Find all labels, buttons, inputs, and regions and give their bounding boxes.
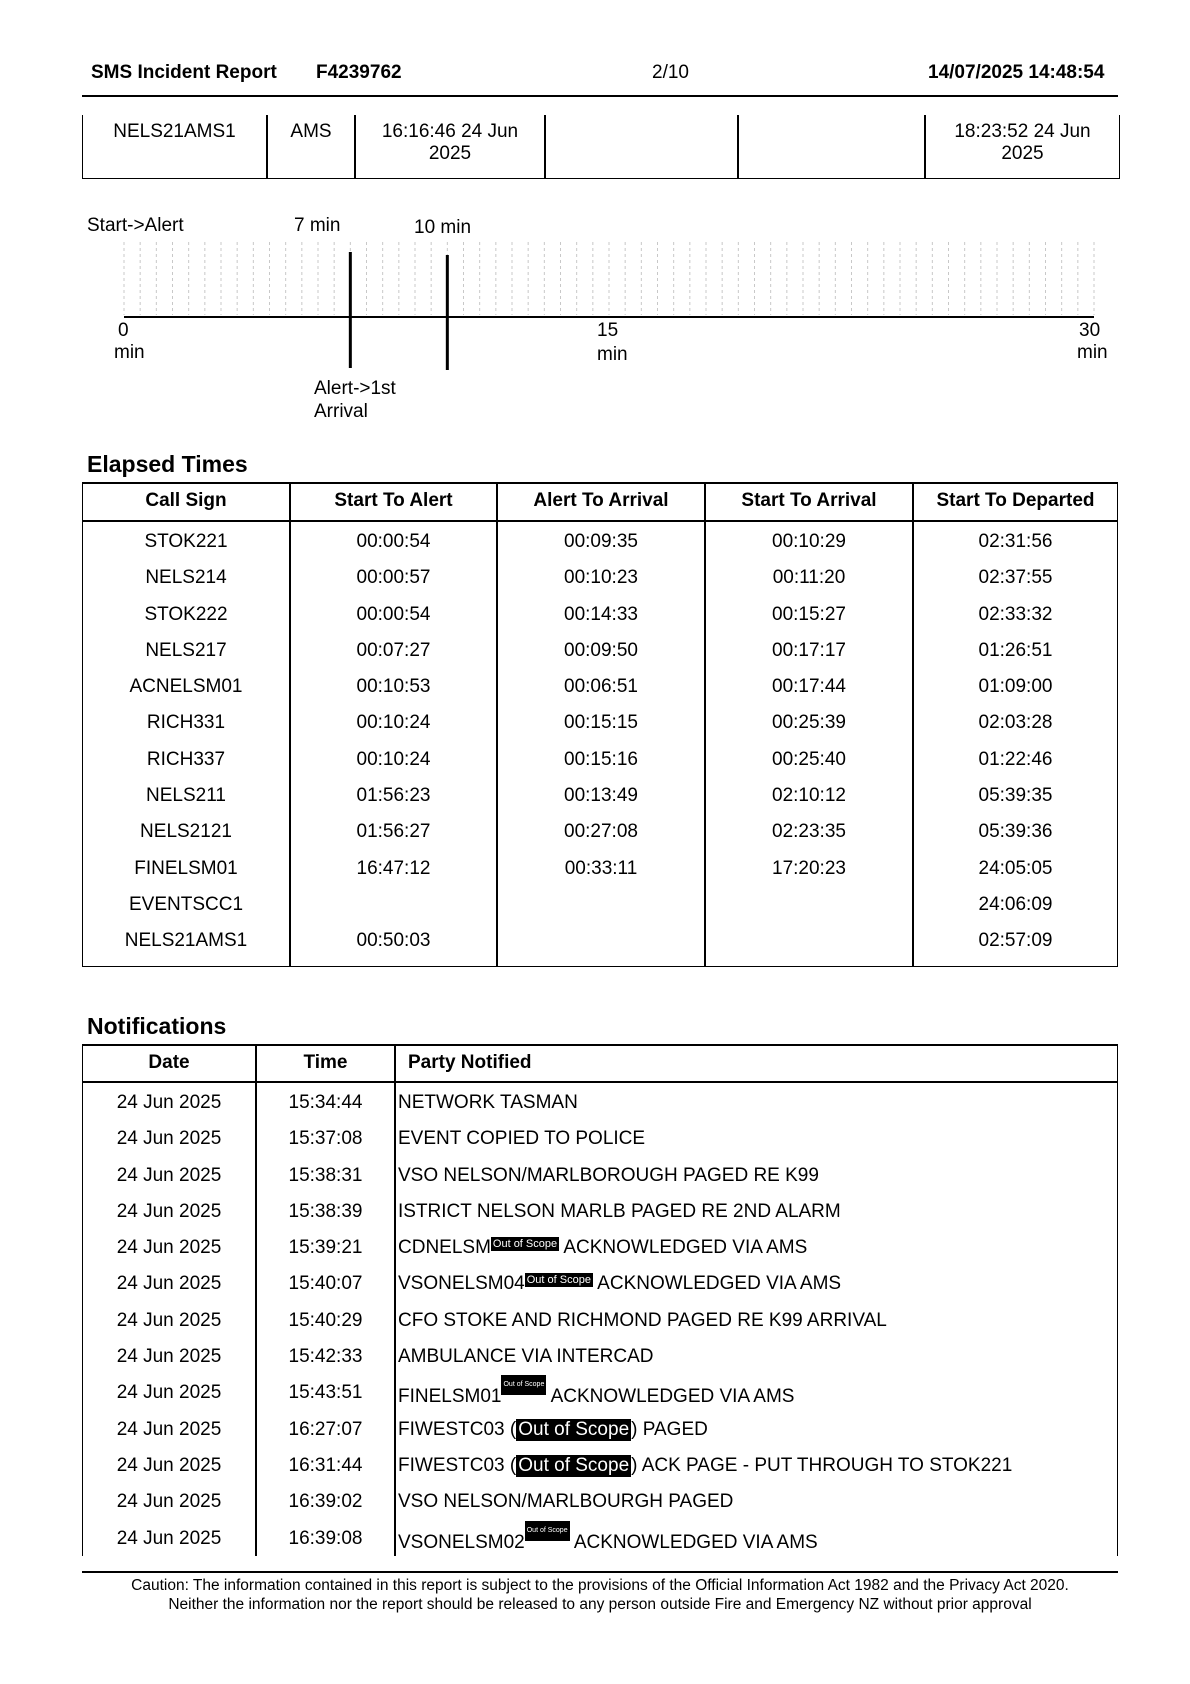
- elapsed-cell: 00:15:15: [564, 712, 638, 734]
- notif-time-cell: 15:42:33: [288, 1346, 363, 1368]
- redaction-box: Out of Scope: [501, 1375, 546, 1395]
- notif-party-text: CDNELSM: [398, 1237, 491, 1259]
- elapsed-times-table: [82, 482, 1118, 967]
- footer-line-2: Neither the information nor the report should be released to any person outside Fire and Emergency NZ without prior approval: [168, 1596, 1032, 1613]
- notif-time-cell: 16:27:07: [288, 1418, 363, 1440]
- elapsed-header-alert-arrival: Alert To Arrival: [498, 484, 704, 522]
- notif-party-text-after: ACKNOWLEDGED VIA AMS: [569, 1531, 818, 1553]
- notif-party-text-after: ) ACK PAGE - PUT THROUGH TO STOK221: [631, 1454, 1013, 1476]
- footer-line-1: Caution: The information contained in this report is subject to the provisions of the Official Information Act 1982 and the Privacy Act 2020.: [131, 1577, 1069, 1594]
- notif-time-cell: 15:38:39: [288, 1200, 363, 1222]
- redaction-box: Out of Scope: [492, 1238, 558, 1251]
- elapsed-cell: 00:10:23: [564, 567, 638, 589]
- notif-party-cell: [396, 1266, 1117, 1302]
- unit-row: [82, 115, 1120, 179]
- notif-party-text: VSO NELSON/MARLBOROUGH PAGED RE K99: [398, 1164, 819, 1186]
- elapsed-cell: 02:03:28: [978, 712, 1053, 734]
- timeline-label-10min: 10 min: [414, 217, 472, 238]
- elapsed-cell: NELS217: [145, 639, 227, 661]
- elapsed-header-start-alert: Start To Alert: [291, 484, 496, 522]
- elapsed-cell: 02:37:55: [978, 567, 1053, 589]
- notif-header-time: Time: [257, 1046, 394, 1083]
- elapsed-times-title: Elapsed Times: [87, 451, 248, 477]
- notif-party-text-after: ) PAGED: [631, 1418, 708, 1440]
- timeline-axis-15-unit: min: [597, 344, 628, 365]
- report-datetime: 14/07/2025 14:48:54: [928, 62, 1105, 83]
- notif-party-cell: [396, 1230, 1117, 1266]
- elapsed-cell: EVENTSCC1: [128, 893, 244, 915]
- notif-party-text: VSO NELSON/MARLBOURGH PAGED: [398, 1491, 734, 1513]
- elapsed-cell: 02:33:32: [978, 603, 1053, 625]
- unit-call-sign: [83, 115, 268, 178]
- elapsed-header-start-departed: Start To Departed: [914, 484, 1117, 522]
- elapsed-cell: 00:25:39: [772, 712, 846, 734]
- elapsed-cell: 00:10:29: [772, 531, 846, 552]
- notif-time-cell: 15:39:21: [288, 1237, 363, 1259]
- report-title: SMS Incident Report: [91, 62, 277, 83]
- elapsed-cell: 00:00:54: [356, 603, 431, 625]
- redaction-box: Out of Scope: [525, 1521, 570, 1541]
- notif-party-cell: [396, 1303, 1117, 1339]
- elapsed-cell: [498, 887, 704, 923]
- notif-party-text: FIWESTC03 (: [398, 1454, 517, 1476]
- timeline-label-start-alert: Start->Alert: [87, 215, 184, 236]
- incident-number: F4239762: [316, 62, 402, 83]
- notif-date-cell: 24 Jun 2025: [116, 1382, 222, 1404]
- elapsed-cell: 00:00:54: [356, 531, 431, 552]
- elapsed-cell: 17:20:23: [772, 857, 846, 879]
- timeline-axis-0-unit: min: [114, 342, 145, 363]
- notif-party-cell: [396, 1375, 1117, 1411]
- redaction-box: Out of Scope: [518, 1418, 630, 1440]
- notif-party-cell: [396, 1121, 1117, 1157]
- timeline-chart: [0, 230, 1190, 380]
- unit-type-text: AMS: [290, 121, 332, 142]
- elapsed-cell: NELS21AMS1: [124, 930, 248, 952]
- notif-party-text-after: ACKNOWLEDGED VIA AMS: [592, 1273, 842, 1295]
- elapsed-cell: 00:07:27: [356, 639, 431, 661]
- unit-time-2: [926, 115, 1119, 178]
- timeline-label-alert-arrival-2: Arrival: [314, 401, 368, 422]
- elapsed-cell: 02:10:12: [772, 785, 846, 807]
- timeline-gridlines: [124, 242, 1094, 315]
- timeline-axis-30: 30: [1079, 320, 1101, 341]
- notifications-title: Notifications: [87, 1013, 227, 1039]
- timeline-axis-30-unit: min: [1077, 342, 1108, 363]
- notif-date-cell: 24 Jun 2025: [116, 1273, 222, 1295]
- notif-party-cell: [396, 1412, 1117, 1448]
- notif-date-cell: 24 Jun 2025: [116, 1527, 222, 1549]
- redaction-box: Out of Scope: [526, 1274, 591, 1287]
- elapsed-cell: NELS214: [145, 567, 227, 589]
- unit-call-sign-text: NELS21AMS1: [113, 121, 236, 142]
- notif-date-cell: 24 Jun 2025: [116, 1309, 222, 1331]
- timeline-label-alert-arrival-1: Alert->1st: [314, 378, 396, 399]
- elapsed-cell: 00:11:20: [772, 567, 846, 589]
- notif-time-cell: 15:37:08: [288, 1128, 363, 1150]
- elapsed-cell: RICH331: [146, 712, 226, 734]
- elapsed-cell: 05:39:35: [978, 785, 1053, 807]
- elapsed-cell: STOK221: [144, 531, 228, 552]
- notif-party-text: ISTRICT NELSON MARLB PAGED RE 2ND ALARM: [398, 1200, 841, 1222]
- unit-blank-2: [739, 115, 926, 178]
- notif-party-text: EVENT COPIED TO POLICE: [398, 1128, 646, 1150]
- elapsed-cell: STOK222: [144, 603, 228, 625]
- elapsed-cell: 02:57:09: [978, 930, 1053, 952]
- elapsed-cell: 01:09:00: [978, 676, 1053, 698]
- notif-time-cell: 15:43:51: [288, 1382, 363, 1404]
- notif-party-text: CFO STOKE AND RICHMOND PAGED RE K99 ARRIVAL: [398, 1309, 887, 1331]
- notif-col-time: [257, 1046, 396, 1556]
- notif-time-cell: 15:40:07: [288, 1273, 363, 1295]
- notif-party-text: AMBULANCE VIA INTERCAD: [398, 1346, 654, 1368]
- notif-party-cell: [396, 1484, 1117, 1520]
- elapsed-cell: 02:23:35: [772, 821, 846, 843]
- elapsed-cell: ACNELSM01: [129, 676, 243, 698]
- notif-header-party: Party Notified: [396, 1046, 1117, 1083]
- unit-blank-1: [546, 115, 739, 178]
- elapsed-cell: 00:10:24: [356, 748, 431, 770]
- notif-party-cell: [396, 1339, 1117, 1375]
- notif-party-text: NETWORK TASMAN: [398, 1092, 578, 1113]
- elapsed-cell: 00:09:35: [564, 531, 638, 552]
- notif-party-cell: [396, 1158, 1117, 1194]
- elapsed-col-start-alert: [291, 484, 498, 966]
- elapsed-cell: 00:15:16: [564, 748, 638, 770]
- elapsed-cell: 00:27:08: [564, 821, 638, 843]
- elapsed-cell: [706, 923, 912, 959]
- notif-time-cell: 15:40:29: [288, 1309, 363, 1331]
- elapsed-cell: 00:09:50: [564, 639, 638, 661]
- notif-party-cell: [396, 1194, 1117, 1230]
- footer-divider: [82, 1571, 1118, 1573]
- notif-party-cell: [396, 1085, 1117, 1121]
- elapsed-cell: 01:56:23: [356, 785, 431, 807]
- notif-date-cell: 24 Jun 2025: [116, 1092, 222, 1113]
- notif-col-date: [83, 1046, 257, 1556]
- timeline-axis-0: 0: [118, 320, 129, 341]
- elapsed-cell: [706, 887, 912, 923]
- notifications-table: [82, 1044, 1118, 1556]
- unit-time-1-year: 2025: [428, 143, 472, 164]
- elapsed-cell: FINELSM01: [134, 857, 238, 879]
- notif-time-cell: 16:39:02: [288, 1491, 363, 1513]
- unit-type: [268, 115, 356, 178]
- timeline-label-7min: 7 min: [294, 215, 341, 236]
- elapsed-cell: 00:17:44: [772, 676, 846, 698]
- notif-time-cell: 15:34:44: [288, 1092, 363, 1113]
- notif-header-date: Date: [83, 1046, 255, 1083]
- elapsed-cell: 00:00:57: [356, 567, 431, 589]
- notif-time-cell: 16:39:08: [288, 1527, 363, 1549]
- unit-time-2-year: 2025: [1001, 143, 1044, 164]
- elapsed-cell: 05:39:36: [978, 821, 1053, 843]
- notif-date-cell: 24 Jun 2025: [116, 1346, 222, 1368]
- notif-party-text-after: ACKNOWLEDGED VIA AMS: [559, 1237, 808, 1259]
- unit-time-2-text: 18:23:52 24 Jun: [954, 121, 1091, 142]
- elapsed-cell: 00:50:03: [356, 930, 431, 952]
- notif-date-cell: 24 Jun 2025: [116, 1454, 222, 1476]
- notif-date-cell: 24 Jun 2025: [116, 1418, 222, 1440]
- notif-date-cell: 24 Jun 2025: [116, 1237, 222, 1259]
- redaction-box: Out of Scope: [518, 1454, 630, 1476]
- elapsed-cell: 00:15:27: [772, 603, 846, 625]
- elapsed-header-start-arrival: Start To Arrival: [706, 484, 912, 522]
- elapsed-cell: 00:10:24: [356, 712, 431, 734]
- notif-party-text: VSONELSM02: [398, 1531, 525, 1553]
- elapsed-col-start-arrival: [706, 484, 914, 966]
- elapsed-col-start-departed: [914, 484, 1117, 966]
- notif-party-text: FIWESTC03 (: [398, 1418, 517, 1440]
- elapsed-cell: 02:31:56: [978, 531, 1053, 552]
- elapsed-cell: NELS211: [146, 785, 226, 807]
- elapsed-header-call-sign: Call Sign: [83, 484, 289, 522]
- elapsed-cell: 01:26:51: [978, 639, 1053, 661]
- notif-date-cell: 24 Jun 2025: [116, 1164, 222, 1186]
- elapsed-cell: 01:22:46: [978, 748, 1053, 770]
- elapsed-cell: 24:05:05: [978, 857, 1053, 879]
- unit-time-1: [356, 115, 546, 178]
- elapsed-cell: [498, 923, 704, 959]
- elapsed-cell: NELS2121: [140, 821, 232, 843]
- footer-caution: [82, 1576, 1118, 1614]
- elapsed-cell: 24:06:09: [978, 893, 1053, 915]
- notif-party-text: VSONELSM04: [398, 1273, 525, 1295]
- notif-party-cell: [396, 1448, 1117, 1484]
- elapsed-cell: [291, 887, 496, 923]
- elapsed-cell: 00:06:51: [564, 676, 638, 698]
- elapsed-cell: 00:10:53: [356, 676, 431, 698]
- elapsed-col-call-sign: [83, 484, 291, 966]
- elapsed-cell: RICH337: [146, 748, 226, 770]
- notif-party-text: FINELSM01: [398, 1386, 502, 1408]
- notif-date-cell: 24 Jun 2025: [116, 1491, 222, 1513]
- elapsed-cell: 00:13:49: [564, 785, 638, 807]
- elapsed-cell: 00:17:17: [772, 639, 846, 661]
- notif-time-cell: 16:31:44: [288, 1454, 363, 1476]
- elapsed-cell: 16:47:12: [356, 857, 431, 879]
- notif-party-text-after: ACKNOWLEDGED VIA AMS: [546, 1386, 795, 1408]
- notif-date-cell: 24 Jun 2025: [116, 1128, 222, 1150]
- header-divider: [82, 95, 1118, 97]
- notif-date-cell: 24 Jun 2025: [116, 1200, 222, 1222]
- unit-time-1-text: 16:16:46 24 Jun: [381, 121, 519, 142]
- notif-party-cell: [396, 1521, 1117, 1557]
- elapsed-col-alert-arrival: [498, 484, 706, 966]
- timeline-axis-15: 15: [597, 320, 619, 341]
- elapsed-cell: 00:14:33: [564, 603, 638, 625]
- notif-time-cell: 15:38:31: [288, 1164, 363, 1186]
- page-number: 2/10: [652, 62, 689, 83]
- elapsed-cell: 01:56:27: [356, 821, 431, 843]
- notif-col-party: [396, 1046, 1117, 1556]
- elapsed-cell: 00:25:40: [772, 748, 846, 770]
- elapsed-cell: 00:33:11: [564, 857, 638, 879]
